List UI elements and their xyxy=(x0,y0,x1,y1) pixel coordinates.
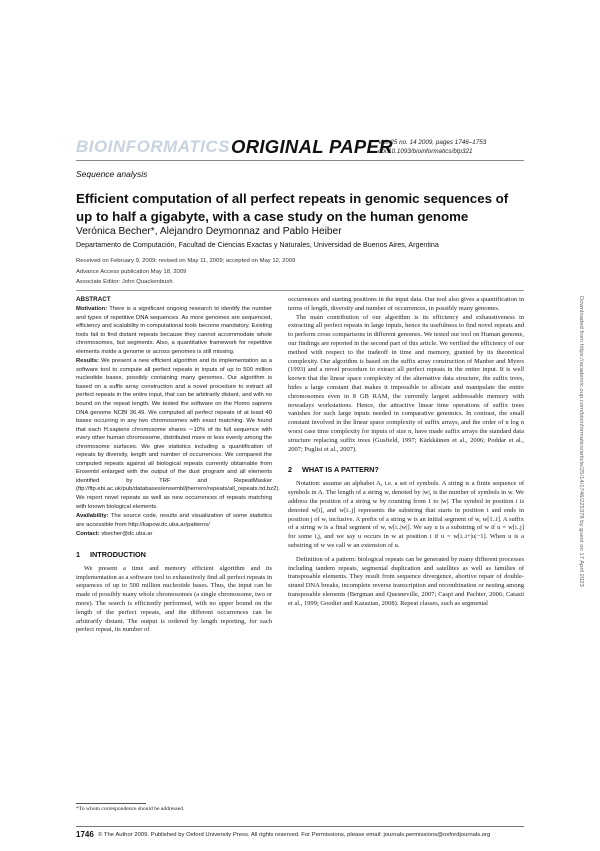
page-number: 1746 xyxy=(76,830,94,839)
abstract-motivation xyxy=(76,305,272,356)
intro-heading xyxy=(76,550,272,559)
intro-heading-text: INTRODUCTION xyxy=(90,549,146,559)
abstract-results xyxy=(76,357,280,511)
journal-reference xyxy=(378,139,486,156)
results-label: Results: xyxy=(76,358,100,365)
affiliation: Departamento de Computación, Facultad de Ciencias Exactas y Naturales, Universidad de Buenos Aires, Argentina xyxy=(76,241,439,249)
notation-paragraph: Notation: assume an alphabet A, i.e. a set of symbols. A string is a finite sequence of symbols in A. The length of a string w, denoted by |w|, is the number of symbols in w. We address the position of a string w by counting from 1 to |w|. The symbol in position i is denoted w[i], and w[i..j] represents the substring that starts in position i and ends in position j of w, inclusive. A prefix of a string w is an initial segment of w, w[1..i]. A suffix of a string w is a final segment of w, w[i..|w|]. We say u is a substring of w if u = w[i..j] for some i,j, and we say u occurs in w at position i if u = w[i..i+|u|−1]. When u is a substring of w we call w an extension of u. xyxy=(288,480,524,549)
volume-line: Vol. 25 no. 14 2009, pages 1746–1753 xyxy=(378,139,487,146)
publication-dates xyxy=(76,256,295,288)
results-text: We present a new efficient algorithm and its implementation as a software tool to compute all perfect repeats in inputs of up to 500 million nucleotide bases, possibly containing many genomes. Our algorithm is based on a suffix array construction and a novel procedure to extract all perfect repeats in the entire input, that can be arbitrarily distant, and with no bound on the repeat length. We tested the software on the Homo sapiens DNA genome NCBI 36.49. We computed all perfect repeats of at least 40 bases occurring in any two chromosomes with exact matching. We found that each H.sapiens chromosome shares ∼10% of its full sequence with every other human chromosome, distributed more or less evenly among the chromosome surfaces. We give statistics including a quantification of repeats by diversity, length and number of occurrences. We compared the computed repeats against all biological repeats currently obtainable from Ensembl enlarged with the output of the dust program and all elements identified by TRF and RepeatMasker (ftp://ftp.ebi.ac.uk/pub/databases/ensembl/jherrero/repeats/all_repeats.txt.bz2). We report novel repeats as well as new occurrences of repeats matching with known biological elements. xyxy=(76,358,280,510)
intro-paragraph: We present a time and memory efficient algorithm and its implementation as a software tool to exhaustively find all perfect repeats in sequences of up to 500 million nucleotide bases. Thus, the input can be made of possibly many whole chromosomes (a single chromosome, two or more). The search is efficiently performed, with no upper bound on the length of the perfect repeats, and the different occurrences can be arbitrarily distant. The output is ordered by length reporting, for each perfect repeat, its number of xyxy=(76,564,272,634)
section2-heading-text: WHAT IS A PATTERN? xyxy=(302,465,379,475)
right-paragraph-2: The main contribution of our algorithm is its efficiency and exhaustiveness in extracting all perfect repeats in large inputs, hence its usefulness to find novel repeats and to perform cross comparisons in different genomes. We tested our tool on Human genome, our findings are reported in the second part of this article. We verified the efficiency of our method with respect to the tradeoff in time and memory, granted by its theoretical complexity. Our algorithm is based on the suffix array construction of Manber and Myers (1993) and a novel procedure to extract all perfect repeats in the entire input. It is well known that the linear space complexity of the alternative data structure, the suffix trees, hides a large constant that makes it impossible to allocate and manipulate the entire chromosomes even in 8 GB RAM, the currently largest addressable memory with nowadays workstations. Hence, the attractive linear time operations of suffix trees vanishes for such large inputs needed in comparative genomics. In contrast, the small constant involved in the linear space complexity of suffix arrays, and the order of n log n worst case time complexity for inputs of size n, have made suffix arrays the standard data structure replacing suffix trees (Gusfield, 1997; Kärkkäinen et al., 2006; Poddar et al., 2007; Puglisi et al., 2007). xyxy=(288,313,524,453)
copyright-notice: © The Author 2009. Published by Oxford University Press. All rights reserved. For Permissions, please email: journals.permissions@oxfordjournals.org xyxy=(98,831,491,838)
journal-name: BIOINFORMATICS xyxy=(76,137,231,156)
correspondence-footnote: *To whom correspondence should be addressed. xyxy=(76,806,185,812)
associate-editor: Associate Editor: John Quackenbush xyxy=(76,279,173,285)
abstract-heading: ABSTRACT xyxy=(76,296,111,303)
abstract-contact xyxy=(76,530,272,539)
footer-rule xyxy=(76,826,524,827)
download-watermark xyxy=(576,296,585,776)
availability-label: Availability: xyxy=(76,513,109,520)
section2-heading xyxy=(288,465,524,474)
motivation-text: There is a significant ongoing research to identify the number and types of repetitive DNA sequences. As more genomes are sequenced, efficiency and scalability in computational tools become mandatory. Existing tools fail to find distant repeats because they cannot accommodate whole chromosomes, but segments. Also, a quantitative framework for repetitive elements inside a genome or across genomes is still missing. xyxy=(76,306,272,355)
paper-type: ORIGINAL PAPER xyxy=(231,136,393,157)
section2-number: 2 xyxy=(288,465,293,475)
contact-email[interactable]: vbecher@dc.uba.ar xyxy=(101,531,153,538)
contact-label: Contact: xyxy=(76,531,100,538)
header-rule xyxy=(76,160,524,161)
author-list: Verónica Becher*, Alejandro Deymonnaz and Pablo Heiber xyxy=(76,226,342,237)
right-paragraph-1: occurrences and starting positions in the input data. Our tool also gives a quantification in terms of length, diversity and number of occurrences, in possibly many genomes. xyxy=(288,296,524,312)
abstract-availability xyxy=(76,512,272,529)
pattern-definition-paragraph: Definition of a pattern: biological repeats can be generated by many different processes including tandem repeats, segmental duplication and satellites as well as families of transposable elements. They result from sequence divergence, abortive repair of double-strand DNA breaks, incomplete reverse transcription and recombination or nesting among transposable elements (Bergman and Quesneville, 2007; Caspi and Pachter, 2006; Catasti et al., 1999; Goodier and Kazazian, 2008). Repeat classes, such as segmental xyxy=(288,555,524,607)
received-dates: Received on February 9, 2009; revised on May 11, 2009; accepted on May 12, 2009 xyxy=(76,258,296,264)
paper-title: Efficient computation of all perfect repeats in genomic sequences of up to half a gigabyte, with a case study on the human genome xyxy=(76,191,509,224)
download-watermark-text: Downloaded from https://academic.oup.com/bioinformatics/article/25/14/1746/225378 by guest on 17 April 2023 xyxy=(578,296,584,587)
footnote-rule xyxy=(76,803,146,804)
advance-access: Advance Access publication May 18, 2009 xyxy=(76,268,187,275)
intro-number: 1 xyxy=(76,549,81,559)
section-tag: Sequence analysis xyxy=(76,169,148,179)
left-column xyxy=(76,296,280,635)
doi-line[interactable]: doi:10.1093/bioinformatics/btp321 xyxy=(378,147,473,155)
right-column xyxy=(288,296,524,609)
motivation-label: Motivation: xyxy=(76,306,108,312)
availability-text[interactable]: The source code, results and visualization of some statistics are accessible from http://kapow.dc.uba.ar/patterns/ xyxy=(76,513,272,528)
meta-rule xyxy=(76,290,524,291)
